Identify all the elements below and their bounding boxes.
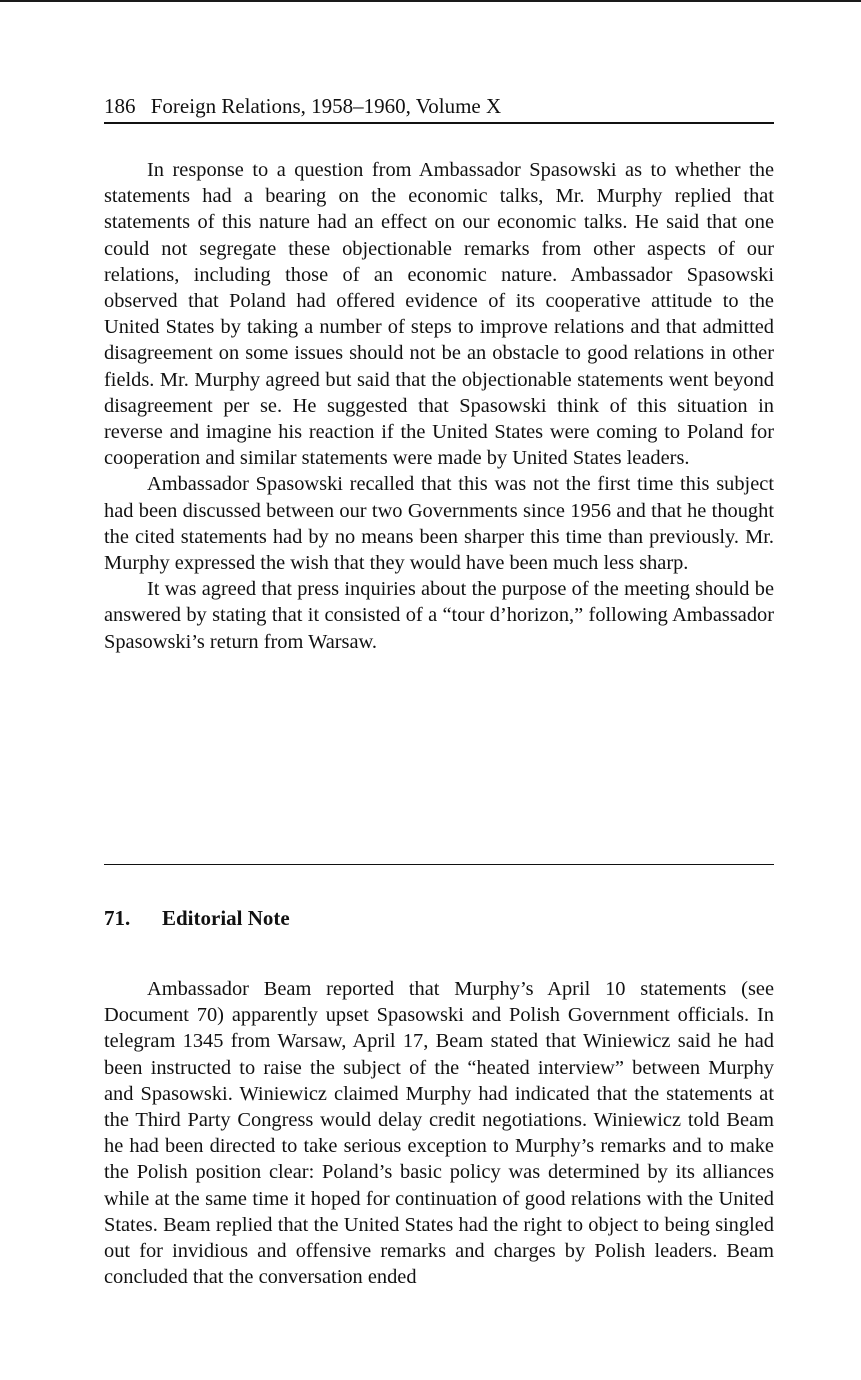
section-divider: [104, 864, 774, 865]
document-number: 71.: [104, 906, 131, 930]
volume-title: Foreign Relations, 1958–1960, Volume X: [150, 94, 502, 118]
document-70-continuation: [104, 157, 774, 655]
editorial-note-body: [104, 976, 774, 1290]
running-head: [104, 92, 774, 124]
paragraph-previous-discussions: Ambassador Spasowski recalled that this was not the first time this subject had been discussed between our two Governments since 1956 and that he thought the cited statements had by no means been sharper this time than previously. Mr. Murphy expressed the wish that they would have been much less sharp.: [104, 473, 774, 575]
page-number: 186: [104, 94, 136, 118]
paragraph-economic-talks: In response to a question from Ambassador Spasowski as to whether the statements had a bearing on the economic talks, Mr. Murphy replied that statements of this nature had an effect on our economic talks. He said that one could not segregate these objectionable remarks from other aspects of our relations, including those of an economic nature. Ambassador Spasowski observed that Poland had offered evidence of its cooperative attitude to the United States by taking a number of steps to improve relations and that admitted disagreement on some issues should not be an obstacle to good relations in other fields. Mr. Murphy agreed but said that the objectionable statements went beyond disagreement per se. He suggested that Spasowski think of this situation in reverse and imagine his reaction if the United States were coming to Poland for cooperation and similar statements were made by United States leaders.: [104, 159, 774, 470]
paragraph-beam-report: Ambassador Beam reported that Murphy’s April 10 statements (see Document 70) apparently upset Spasowski and Polish Government officials. In telegram 1345 from Warsaw, April 17, Beam stated that Winiewicz said he had been instructed to raise the subject of the “heated interview” between Murphy and Spasowski. Winiewicz claimed Murphy had indicated that the statements at the Third Party Congress would delay credit negotiations. Winiewicz told Beam he had been directed to take serious exception to Murphy’s remarks and to make the Polish position clear: Poland’s basic policy was determined by its alliances while at the same time it hoped for continuation of good relations with the United States. Beam replied that the United States had the right to object to being singled out for invidious and offensive remarks and charges by Polish leaders. Beam concluded that the conversation ended: [104, 978, 774, 1289]
page-top-edge: [0, 0, 861, 2]
document-title: Editorial Note: [162, 906, 290, 930]
paragraph-press-inquiries: It was agreed that press inquiries about the purpose of the meeting should be answered by stating that it consisted of a “tour d’horizon,” following Ambassador Spasowski’s return from Warsaw.: [104, 578, 774, 653]
editorial-note-heading: [104, 904, 290, 932]
